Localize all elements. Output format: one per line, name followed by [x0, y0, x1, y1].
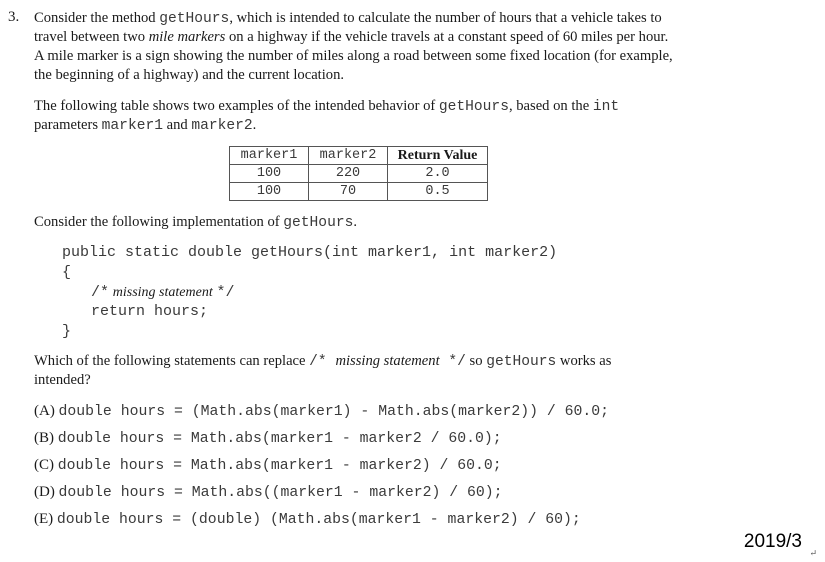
text-run: on a highway if the vehicle travels at a constant speed of 60 miles per hour.	[225, 29, 669, 45]
header-return-value: Return Value	[388, 147, 488, 165]
option-code: double hours = (double) (Math.abs(marker1 - marker2) / 60);	[56, 512, 581, 528]
inline-code: marker1	[101, 118, 163, 134]
text-run: travel between two	[34, 29, 149, 45]
text-run: works as	[556, 353, 612, 369]
option-e[interactable]	[34, 511, 581, 528]
comment-close: */	[216, 284, 235, 301]
comment-text: missing statement	[112, 285, 213, 300]
intro-line	[34, 28, 668, 48]
table-intro-line	[34, 116, 256, 137]
intro-line	[34, 47, 673, 67]
inline-code: int	[592, 99, 620, 115]
text-run: and	[162, 117, 192, 133]
option-code: double hours = Math.abs((marker1 - marker2) / 60);	[58, 485, 503, 501]
implementation-intro	[34, 213, 357, 234]
prompt-line	[34, 352, 611, 373]
text-run: intended?	[34, 372, 91, 388]
inline-code: */	[439, 354, 466, 370]
text-run: the beginning of a highway) and the current location.	[34, 67, 345, 83]
text-run: so	[465, 353, 487, 369]
emphasis-text: missing statement	[335, 353, 440, 369]
option-code: double hours = Math.abs(marker1 - marker2) / 60.0;	[57, 458, 502, 474]
header-marker1: marker1	[230, 147, 309, 165]
option-label: (E)	[34, 511, 54, 527]
table-cell: 70	[309, 183, 388, 201]
option-a[interactable]	[34, 403, 609, 420]
examples-table	[229, 146, 488, 201]
emphasis-text: mile markers	[148, 29, 226, 45]
table-cell: 2.0	[388, 165, 488, 183]
table-intro-line	[34, 97, 619, 118]
text-run: Which of the following statements can replace	[34, 353, 310, 369]
option-label: (A)	[34, 403, 55, 419]
option-c[interactable]	[34, 457, 502, 474]
close-brace: }	[62, 323, 72, 340]
missing-statement-comment	[91, 284, 234, 301]
intro-line	[34, 9, 662, 30]
text-run: A mile marker is a sign showing the number of miles along a road between some fixed location (for example,	[34, 48, 673, 64]
comment-open: /*	[91, 284, 110, 301]
option-b[interactable]	[34, 430, 502, 447]
table-row	[230, 183, 488, 201]
open-brace: {	[62, 264, 72, 281]
option-label: (B)	[34, 430, 54, 446]
text-run: The following table shows two examples of the intended behavior of	[34, 98, 439, 114]
table-row	[230, 165, 488, 183]
question-number: 3.	[8, 9, 20, 25]
inline-code: getHours	[159, 11, 230, 27]
return-mark-icon: ↵	[809, 548, 817, 558]
table-header-row	[230, 147, 488, 165]
text-run: .	[353, 214, 357, 230]
table-cell: 100	[230, 183, 309, 201]
option-code: double hours = Math.abs(marker1 - marker2 / 60.0);	[57, 431, 502, 447]
text-run: Consider the following implementation of	[34, 214, 284, 230]
text-run: .	[252, 117, 257, 133]
intro-line	[34, 66, 344, 86]
option-label: (D)	[34, 484, 55, 500]
table-cell: 100	[230, 165, 309, 183]
text-run: Consider the method	[34, 10, 160, 26]
text-run: , based on the	[508, 98, 593, 114]
inline-code: getHours	[486, 354, 557, 370]
table-cell: 220	[309, 165, 388, 183]
inline-code: /*	[309, 354, 336, 370]
header-marker2: marker2	[309, 147, 388, 165]
inline-code: marker2	[191, 118, 253, 134]
option-d[interactable]	[34, 484, 503, 501]
prompt-line	[34, 371, 91, 391]
text-run: parameters	[34, 117, 102, 133]
inline-code: getHours	[438, 99, 509, 115]
return-statement: return hours;	[91, 303, 209, 320]
table-cell: 0.5	[388, 183, 488, 201]
exam-year-stamp: 2019/3	[743, 531, 802, 552]
inline-code: getHours	[283, 215, 354, 231]
option-code: double hours = (Math.abs(marker1) - Math.abs(marker2)) / 60.0;	[58, 404, 610, 420]
method-signature: public static double getHours(int marker1, int marker2)	[62, 244, 558, 261]
text-run: , which is intended to calculate the number of hours that a vehicle takes to	[229, 10, 662, 26]
option-label: (C)	[34, 457, 54, 473]
